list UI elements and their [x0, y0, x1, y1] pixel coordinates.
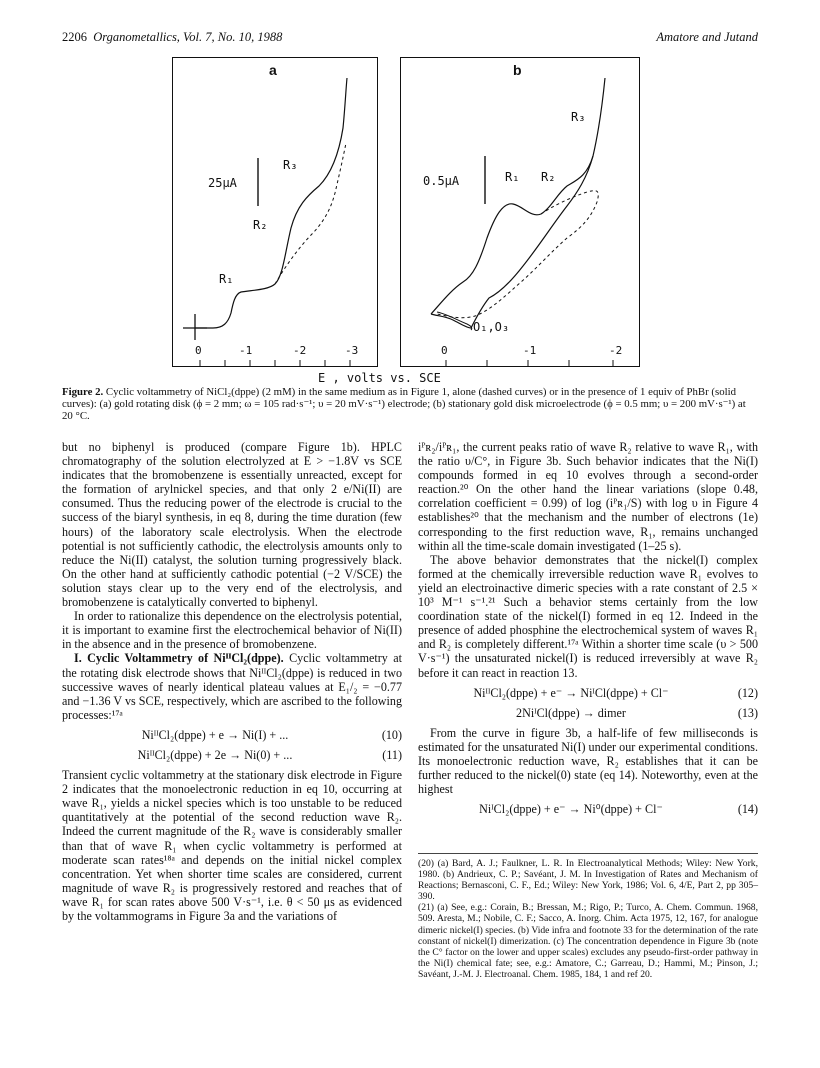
equation-13 — [418, 706, 758, 720]
panel-a-r3-label: R₃ — [283, 158, 298, 172]
figure-caption — [62, 386, 758, 422]
equation-12-text: NiᴵᴵCl₂(dppe) + e⁻ → NiᴵCl(dppe) + Cl⁻ — [473, 685, 669, 700]
panel-a-label: a — [269, 62, 277, 78]
panel-a-r1-label: R₁ — [219, 272, 234, 286]
panel-a-scale-label: 25μA — [208, 176, 237, 190]
journal-citation: Organometallics, Vol. 7, No. 10, 1988 — [93, 30, 283, 44]
panel-a-tick-0: 0 — [195, 344, 202, 357]
equation-12-number: (12) — [737, 685, 758, 700]
caption-label: Figure 2. — [62, 386, 104, 398]
figure-panel-b — [400, 57, 640, 367]
footnote-20: (20) (a) Bard, A. J.; Faulkner, L. R. In Electroanalytical Methods; Wiley: New York, 1980. (b) Andrieux, C. P.; Savéant, J. M. In Investigation of Rates and Mechanism of Reactions; Bernasconi, C. F., Ed.; Wiley: New York, 1986; Vol. 6, 4/E, Part 2, pp 305–390. — [418, 858, 758, 903]
equation-14 — [418, 802, 758, 816]
panel-a-tick-1: -1 — [239, 344, 253, 357]
panel-b-r2-label: R₂ — [541, 170, 556, 184]
panel-b-tick-0: 0 — [441, 344, 448, 357]
caption-text: Cyclic voltammetry of NiCl₂(dppe) (2 mM) in the same medium as in Figure 1, alone (dashed curves) or in the presence of 1 equiv of PhBr (solid curves): (a) gold rotating disk (ϕ = 2 mm; ω = 105 rad·s⁻¹; υ = 20 mV·s⁻¹) electrode; (b) stationary gold disk microelectrode (ϕ = 0.5 mm; υ = 200 mV·s⁻¹) at 20 °C. — [62, 386, 746, 422]
equation-11-text: NiᴵᴵCl₂(dppe) + 2e → Ni(0) + ... — [137, 747, 293, 762]
equation-10-number: (10) — [381, 727, 402, 742]
panel-b-o1-label: O₁,O₃ — [473, 320, 510, 334]
figure-x-axis-label: E , volts vs. SCE — [318, 371, 441, 385]
panel-b-label: b — [513, 62, 522, 78]
panel-a-plot — [173, 58, 377, 366]
footnote-21: (21) (a) See, e.g.: Corain, B.; Bressan, M.; Rigo, P.; Turco, A. Chem. Commun. 1968, 509. Aresta, M.; Nobile, C. F.; Sacco, A. Inorg. Chim. Acta 1975, 12, 167, for analogue dimeric nickel(I) species. (b) Vide infra and footnote 33 for the determination of the rate constant of nickel(I) dimerization. (c) The concentration dependence in Figure 3b (note the C° factor on the lower and upper scales) excludes any pseudo-first-order pathway in the Ni(I) chemical fate; see, e.g.: Amatore, C.; Garreau, D.; Hammi, M.; Pinson, J.; Savéant, J.-M. J. Electroanal. Chem. 1985, 184, 1 and ref 20. — [418, 902, 758, 980]
section-text: Cyclic voltammetry at the rotating disk electrode shows that NiᴵᴵCl₂(dppe) is reduced in two successive waves of nearly identical plateau values at E₁/₂ = −0.77 and −1.36 V vs SCE, respectively, which are ascribed to the following processes:¹⁷ᵃ — [62, 651, 402, 722]
panel-a-tick-2: -2 — [293, 344, 307, 357]
panel-b-r1-label: R₁ — [505, 170, 520, 184]
panel-b-scale-label: 0.5μA — [423, 174, 460, 188]
equation-11-number: (11) — [382, 747, 402, 762]
equation-14-text: NiᴵCl₂(dppe) + e⁻ → Ni⁰(dppe) + Cl⁻ — [479, 802, 663, 817]
header-left — [62, 30, 282, 45]
right-column — [418, 440, 758, 822]
equation-13-number: (13) — [737, 705, 758, 720]
panel-b-r3-label: R₃ — [571, 110, 586, 124]
equation-13-text: 2NiᴵCl(dppe) → dimer — [516, 705, 626, 720]
figure-panel-a — [172, 57, 378, 367]
right-paragraph-1: iᴾʀ₂/iᴾʀ₁, the current peaks ratio of wave R₂ relative to wave R₁, with the ratio υ/C°, in Figure 3b. Such behavior indicates that the Ni(I) compounds formed in eq 10 evolves through a second-order reaction.²⁰ On the other hand the linear variations (slope 0.48, correlation coefficient = 0.99) of log (iᴾʀ₁/S) with log υ in Figure 4 establishes²⁰ that the mechanism and the number of electrons (1e) corresponding to the first reduction wave, R₁, remains unchanged within all the time-scale domain investigated (1–25 s). — [418, 440, 758, 553]
panel-a-tick-3: -3 — [345, 344, 359, 357]
equation-12 — [418, 686, 758, 700]
left-paragraph-4: Transient cyclic voltammetry at the stationary disk electrode in Figure 2 indicates that the monoelectronic reduction in eq 10, occurring at wave R₁, yields a nickel species which is too unstable to be reduced quantitatively at the potential of the second reduction wave R₂. Indeed the current magnitude of the R₂ wave is considerably smaller than that of wave R₁ when cyclic voltammetry is performed at moderate scan rates¹⁸ᵃ and depends on the initial nickel complex concentration. Yet when shorter time scales are considered, current magnitude of wave R₂ is progressively restored and reaches that of wave R₁ for scan rates above 500 V·s⁻¹, i.e. θ < 50 μs as evidenced by the voltammograms in Figure 3a and the variations of — [62, 768, 402, 923]
right-paragraph-2: The above behavior demonstrates that the nickel(I) complex formed at the chemically irreversible reduction wave R₁ evolves to yield an electroinactive dimeric species with a rate constant of 2.5 × 10³ M⁻¹ s⁻¹.²¹ Such a behavior stems certainly from the low coordination state of the nickel(I) formed in eq 12. Indeed in the presence of added phosphine the electrochemical system of waves R₁ and R₂ is completely different.¹⁷ᵃ Within a shorter time scale (υ > 500 V·s⁻¹) the unsaturated nickel(I) is reduced irreversibly at wave R₂ before it can react in reaction 13. — [418, 552, 758, 680]
page-number: 2206 — [62, 30, 87, 44]
panel-b-plot — [401, 58, 639, 366]
panel-a-tick-marks — [173, 360, 377, 366]
header-authors: Amatore and Jutand — [656, 30, 758, 44]
left-column — [62, 440, 402, 923]
panel-b-tick-1: -1 — [523, 344, 537, 357]
right-paragraph-3: From the curve in figure 3b, a half-life of few milliseconds is estimated for the unsaturated Ni(I) under our experimental conditions. Its monoelectronic reduction wave, R₂ establishes that it can be further reduced to the nickel(0) state (eq 14). Noteworthy, even at the highest — [418, 725, 758, 797]
left-paragraph-1: but no biphenyl is produced (compare Figure 1b). HPLC chromatography of the solution electrolyzed at E > −1.8V vs SCE indicates that the bromobenzene is essentially unreacted, except for the formation of arylnickel species, and that only 2 e/Ni(II) are consumed. Thus the reducing power of the electrode is crucial to the success of the biaryl synthesis, in eq 8, during the time duration (few hours) of the laboratory scale electrolysis. When the electrode potential is not sufficiently cathodic, the electrolysis amounts only to reduce the Ni(II) catalyst, the solution turning progressively black. On the other hand at sufficiently cathodic potential (−2 V/SCE) the solution stays clear up to the very end of the electrolysis, and bromobenzene is catalytically converted to biphenyl. — [62, 440, 402, 610]
equation-14-number: (14) — [737, 802, 758, 817]
left-paragraph-3 — [62, 651, 402, 721]
equation-11 — [62, 748, 402, 762]
panel-a-r2-label: R₂ — [253, 218, 268, 232]
left-paragraph-2: In order to rationalize this dependence on the electrolysis potential, it is important to examine first the electrochemical behavior of Ni(II) in the absence and in the presence of bromobenzene. — [62, 609, 402, 652]
panel-b-tick-marks — [401, 360, 639, 366]
footnotes — [418, 853, 758, 980]
section-heading: I. Cyclic Voltammetry of NiᴵᴵCl₂(dppe). — [74, 651, 284, 666]
equation-10 — [62, 728, 402, 742]
panel-b-tick-2: -2 — [609, 344, 623, 357]
equation-10-text: NiᴵᴵCl₂(dppe) + e → Ni(I) + ... — [141, 727, 289, 742]
